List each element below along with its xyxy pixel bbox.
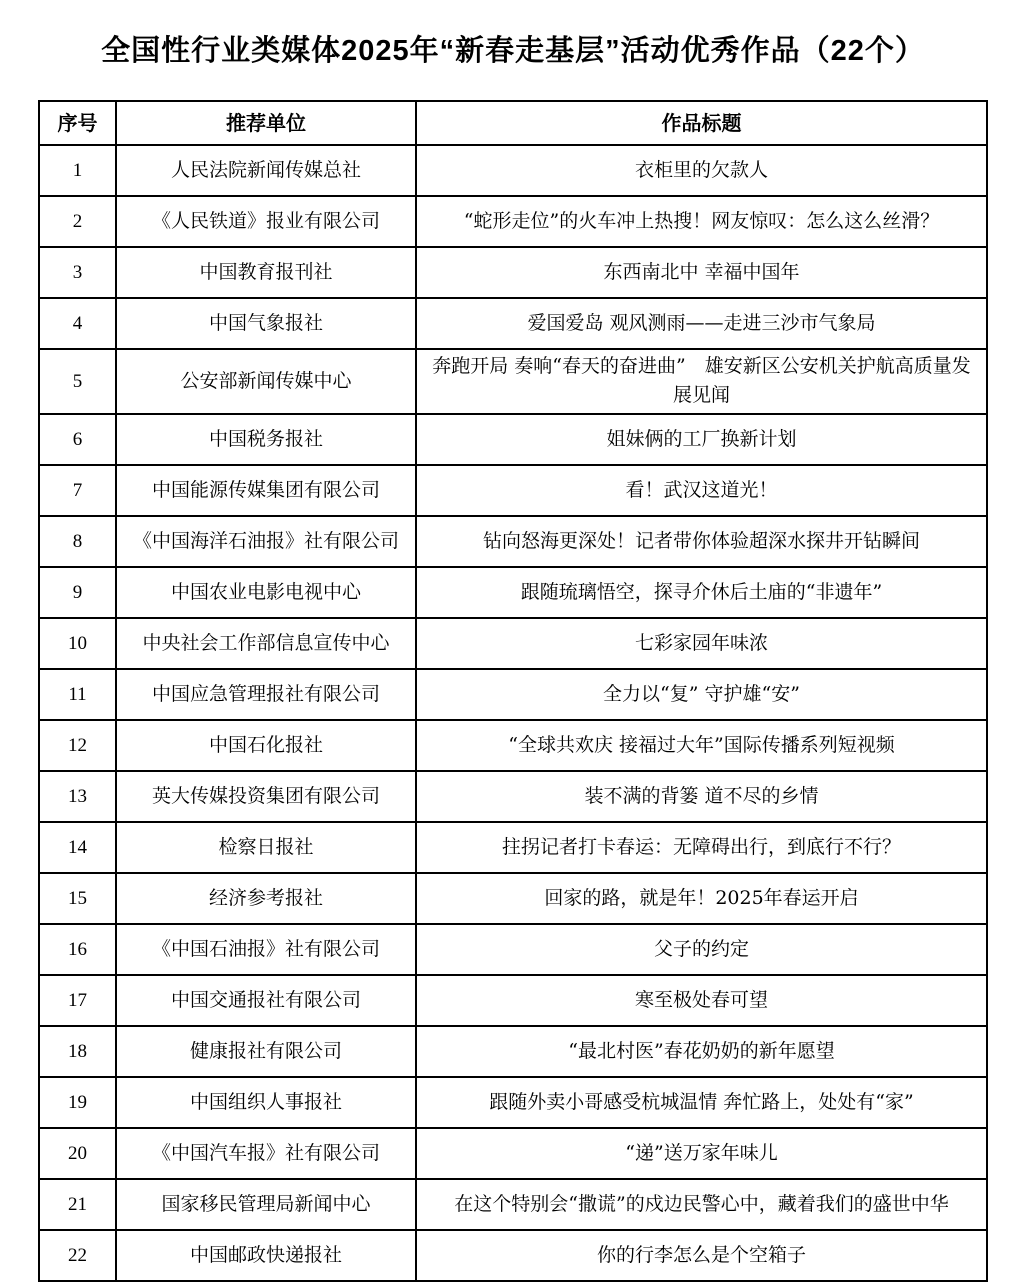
table-row (39, 975, 987, 1026)
row-unit: 中国能源传媒集团有限公司 (116, 465, 416, 516)
table-row (39, 567, 987, 618)
row-unit: 中国组织人事报社 (116, 1077, 416, 1128)
row-number: 7 (39, 465, 116, 516)
row-number: 1 (39, 145, 116, 196)
table-row (39, 924, 987, 975)
header-cell-title: 作品标题 (416, 101, 987, 145)
row-title: 跟随外卖小哥感受杭城温情 奔忙路上，处处有“家” (416, 1077, 987, 1128)
row-number: 15 (39, 873, 116, 924)
row-number: 12 (39, 720, 116, 771)
row-title: “最北村医”春花奶奶的新年愿望 (416, 1026, 987, 1077)
row-title: 衣柜里的欠款人 (416, 145, 987, 196)
table-header-row (39, 101, 987, 145)
table-row (39, 1230, 987, 1281)
row-number: 11 (39, 669, 116, 720)
table-row (39, 298, 987, 349)
awards-table (38, 100, 988, 1282)
row-unit: 《中国海洋石油报》社有限公司 (116, 516, 416, 567)
row-unit: 《中国汽车报》社有限公司 (116, 1128, 416, 1179)
table-row (39, 771, 987, 822)
table-row (39, 618, 987, 669)
table-row (39, 349, 987, 414)
table-body (39, 145, 987, 1281)
row-unit: 中国石化报社 (116, 720, 416, 771)
table-row (39, 873, 987, 924)
row-title: 拄拐记者打卡春运：无障碍出行，到底行不行？ (416, 822, 987, 873)
row-unit: 英大传媒投资集团有限公司 (116, 771, 416, 822)
row-title: 东西南北中 幸福中国年 (416, 247, 987, 298)
row-unit: 《中国石油报》社有限公司 (116, 924, 416, 975)
row-number: 13 (39, 771, 116, 822)
row-unit: 公安部新闻传媒中心 (116, 349, 416, 414)
table-row (39, 414, 987, 465)
row-unit: 《人民铁道》报业有限公司 (116, 196, 416, 247)
row-title: 看！武汉这道光！ (416, 465, 987, 516)
table-row (39, 1179, 987, 1230)
row-title: 在这个特别会“撒谎”的戍边民警心中，藏着我们的盛世中华 (416, 1179, 987, 1230)
row-number: 17 (39, 975, 116, 1026)
row-number: 22 (39, 1230, 116, 1281)
row-title: 姐妹俩的工厂换新计划 (416, 414, 987, 465)
table-row (39, 1128, 987, 1179)
page-title: 全国性行业类媒体2025年“新春走基层”活动优秀作品（22个） (101, 35, 925, 67)
table-row (39, 516, 987, 567)
row-title: 全力以“复” 守护雄“安” (416, 669, 987, 720)
table-row (39, 196, 987, 247)
row-unit: 中国税务报社 (116, 414, 416, 465)
row-unit: 经济参考报社 (116, 873, 416, 924)
row-title: 跟随琉璃悟空，探寻介休后土庙的“非遗年” (416, 567, 987, 618)
row-unit: 人民法院新闻传媒总社 (116, 145, 416, 196)
row-unit: 中央社会工作部信息宣传中心 (116, 618, 416, 669)
row-title: 爱国爱岛 观风测雨——走进三沙市气象局 (416, 298, 987, 349)
row-number: 2 (39, 196, 116, 247)
row-title: 奔跑开局 奏响“春天的奋进曲” 雄安新区公安机关护航高质量发展见闻 (416, 349, 987, 414)
table-row (39, 720, 987, 771)
row-title: “全球共欢庆 接福过大年”国际传播系列短视频 (416, 720, 987, 771)
header-cell-number: 序号 (39, 101, 116, 145)
row-title: 七彩家园年味浓 (416, 618, 987, 669)
table-row (39, 669, 987, 720)
row-number: 9 (39, 567, 116, 618)
row-number: 10 (39, 618, 116, 669)
row-title: “递”送万家年味儿 (416, 1128, 987, 1179)
row-unit: 检察日报社 (116, 822, 416, 873)
row-unit: 健康报社有限公司 (116, 1026, 416, 1077)
table-row (39, 145, 987, 196)
table-header (39, 101, 987, 145)
row-number: 20 (39, 1128, 116, 1179)
row-title: 寒至极处春可望 (416, 975, 987, 1026)
row-title: “蛇形走位”的火车冲上热搜！网友惊叹：怎么这么丝滑？ (416, 196, 987, 247)
table-row (39, 247, 987, 298)
row-number: 3 (39, 247, 116, 298)
row-unit: 中国教育报刊社 (116, 247, 416, 298)
row-unit: 中国交通报社有限公司 (116, 975, 416, 1026)
table-row (39, 822, 987, 873)
row-number: 16 (39, 924, 116, 975)
row-number: 21 (39, 1179, 116, 1230)
row-unit: 国家移民管理局新闻中心 (116, 1179, 416, 1230)
row-title: 父子的约定 (416, 924, 987, 975)
row-unit: 中国应急管理报社有限公司 (116, 669, 416, 720)
table-row (39, 1026, 987, 1077)
row-title: 你的行李怎么是个空箱子 (416, 1230, 987, 1281)
row-unit: 中国邮政快递报社 (116, 1230, 416, 1281)
row-number: 18 (39, 1026, 116, 1077)
row-number: 6 (39, 414, 116, 465)
table-row (39, 1077, 987, 1128)
row-title: 装不满的背篓 道不尽的乡情 (416, 771, 987, 822)
row-number: 4 (39, 298, 116, 349)
row-title: 钻向怒海更深处！记者带你体验超深水探井开钻瞬间 (416, 516, 987, 567)
row-number: 8 (39, 516, 116, 567)
header-cell-unit: 推荐单位 (116, 101, 416, 145)
row-number: 14 (39, 822, 116, 873)
row-title: 回家的路，就是年！2025年春运开启 (416, 873, 987, 924)
row-unit: 中国气象报社 (116, 298, 416, 349)
row-number: 5 (39, 349, 116, 414)
row-number: 19 (39, 1077, 116, 1128)
table-row (39, 465, 987, 516)
row-unit: 中国农业电影电视中心 (116, 567, 416, 618)
